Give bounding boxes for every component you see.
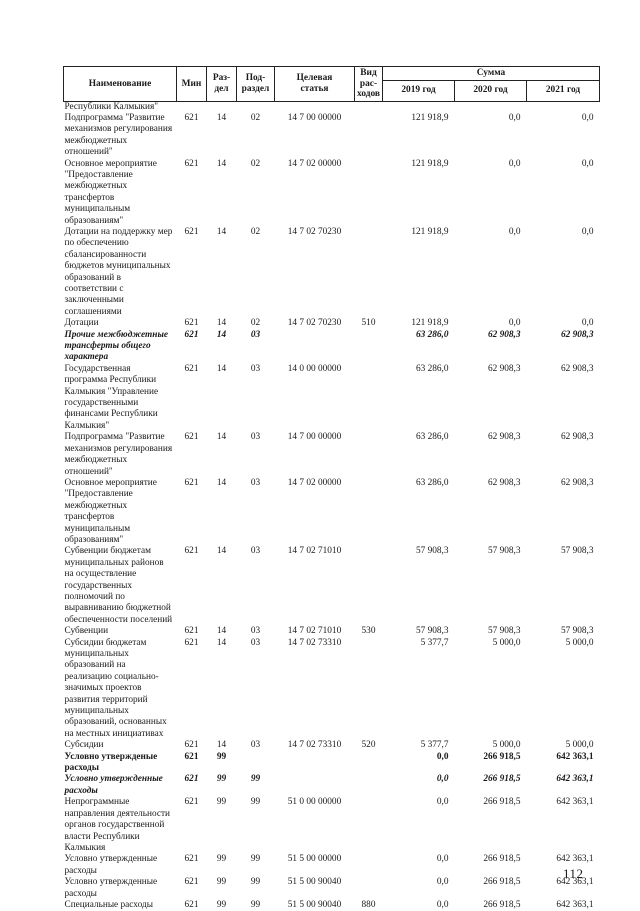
row-razdel-cell: 14 [216,626,227,637]
row-name-cell: Государственная программа Республики Калмыкия "Управление государственными финансами Республики Калмыкия" [64,363,159,431]
row-vid-cell [355,330,383,364]
row-sum-2021-cell: 642 363,1 [556,899,594,910]
row-name-cell: Условно утвержденые расходы [64,751,158,774]
table-row [64,330,600,364]
row-razdel-cell: 99 [216,797,227,808]
table-row [64,740,600,751]
row-vid-cell [355,227,383,318]
row-sum-2021-cell: 642 363,1 [556,877,594,888]
row-cel-cell: 14 7 02 00000 [287,158,342,169]
row-sum-2020-cell: 57 908,3 [487,626,521,637]
row-name-cell: Непрограммные направления деятельности органов государственной власти Республики Калмыкия [64,797,171,853]
row-sum-2019-cell: 0,0 [436,854,449,865]
table-row [64,626,600,637]
table-row [64,877,600,900]
row-min-cell: 621 [184,329,199,340]
row-name-cell: Условно утвержденные расходы [64,774,163,796]
table-row [64,774,600,797]
row-razdel-cell: 14 [216,226,227,237]
row-name-cell: Условно утвержденные расходы [64,854,158,876]
row-sum-2020-cell: 62 908,3 [487,329,521,340]
row-podrazdel-cell: 03 [250,546,261,557]
row-razdel-cell: 99 [216,854,227,865]
row-podrazdel-cell: 99 [250,899,261,910]
row-vid-cell [355,159,383,227]
row-min-cell: 621 [184,877,199,888]
table-row [64,854,600,877]
header-vid: Вид рас- ходов [355,67,383,102]
table-row [64,752,600,775]
row-min-cell: 621 [184,318,199,329]
row-podrazdel-cell: 03 [250,740,261,751]
row-sum-2019-cell: 0,0 [436,774,449,785]
row-vid-cell [355,101,383,113]
row-sum-2019-cell: 63 286,0 [415,363,449,374]
row-name-cell: Подпрограмма "Развитие механизмов регулирования межбюджетных отношений" [64,112,173,158]
page-number: 112 [563,866,584,881]
table-row [64,638,600,741]
row-min-cell: 621 [184,626,199,637]
row-cel-cell [275,101,355,113]
row-vid-cell: 510 [361,318,376,329]
row-podrazdel-cell: 99 [250,854,261,865]
table-row [64,797,600,854]
row-cel-cell: 14 7 00 00000 [287,112,342,123]
row-name-cell: Условно утвержденные расходы [64,877,158,899]
row-cel-cell: 14 7 02 00000 [287,477,342,488]
row-vid-cell [355,546,383,626]
row-razdel-cell: 99 [216,751,227,762]
row-podrazdel-cell: 99 [250,797,261,808]
row-min-cell: 621 [184,751,199,762]
row-min-cell: 621 [184,797,199,808]
row-sum-2021-cell: 57 908,3 [560,626,594,637]
row-name-cell: Дотации [64,318,99,329]
row-sum-2020-cell: 57 908,3 [487,546,521,557]
row-vid-cell: 520 [361,740,376,751]
row-podrazdel-cell: 99 [250,877,261,888]
row-name-cell: Субсидии бюджетам муниципальных образований на реализацию социально-значимых проектов развития территорий муниципальных образований, основанных на местных инициативах [64,637,167,739]
row-sum-2021-cell: 57 908,3 [560,546,594,557]
row-razdel-cell: 14 [216,112,227,123]
row-cel-cell: 51 5 00 90040 [287,899,342,910]
row-sum-2020-cell: 266 918,5 [483,774,521,785]
row-name-cell: Субвенции бюджетам муниципальных районов на осуществление государственных полномочий по выравниванию бюджетной обеспеченности поселений [64,546,173,625]
row-sum-2021-cell: 642 363,1 [556,854,594,865]
row-sum-2019-cell: 0,0 [436,751,449,762]
row-sum-2021-cell: 0,0 [581,318,594,329]
row-vid-cell [355,113,383,159]
row-sum-2021-cell: 62 908,3 [560,363,594,374]
row-name-cell: Подпрограмма "Развитие механизмов регулирования межбюджетных отношений" [64,432,173,477]
row-razdel-cell: 14 [216,432,227,443]
row-podrazdel-cell: 99 [250,774,261,785]
row-sum-2019-cell: 57 908,3 [415,626,449,637]
row-name-cell: Основное мероприятие "Предоставление межбюджетных трансфертов муниципальным образованиям" [64,477,157,545]
row-razdel-cell: 99 [216,899,227,910]
table-row [64,364,600,432]
row-sum-2021-cell: 62 908,3 [560,477,594,488]
row-min-cell: 621 [184,158,199,169]
row-podrazdel-cell [237,752,275,775]
row-sum-2021-cell [527,101,600,113]
row-sum-2019-cell: 0,0 [436,797,449,808]
row-cel-cell: 14 7 02 70230 [287,226,342,237]
row-podrazdel-cell: 02 [250,158,261,169]
row-cel-cell: 14 7 02 71010 [287,546,342,557]
row-min-cell: 621 [184,637,199,648]
row-sum-2020-cell: 5 000,0 [492,740,521,751]
row-sum-2019-cell: 121 918,9 [411,158,449,169]
row-razdel-cell: 14 [216,546,227,557]
row-cel-cell [275,774,355,797]
row-vid-cell [355,774,383,797]
row-sum-2020-cell: 0,0 [508,318,521,329]
row-sum-2021-cell: 5 000,0 [565,740,594,751]
table-row [64,101,600,113]
row-min-cell: 621 [184,740,199,751]
table-row [64,159,600,227]
row-cel-cell: 14 7 02 73310 [287,637,342,648]
row-razdel-cell: 14 [216,363,227,374]
row-razdel-cell: 14 [216,740,227,751]
row-razdel-cell: 99 [216,774,227,785]
row-sum-2019-cell: 5 377,7 [420,637,449,648]
header-summa: Сумма [383,67,600,81]
row-sum-2019-cell: 121 918,9 [411,318,449,329]
row-vid-cell [355,877,383,900]
row-vid-cell [355,364,383,432]
row-min-cell: 621 [184,899,199,910]
row-name-cell: Специальные расходы [64,899,153,910]
row-podrazdel-cell: 03 [250,626,261,637]
row-razdel-cell [207,101,237,113]
row-cel-cell [275,330,355,364]
header-celevaya: Целевая статья [275,67,355,102]
row-cel-cell: 14 7 00 00000 [287,432,342,443]
row-cel-cell: 51 5 00 90040 [287,877,342,888]
row-razdel-cell: 99 [216,877,227,888]
row-name-cell: Дотации на поддержку мер по обеспечению сбалансированности бюджетов муниципальных образований в соответствии с заключенными соглашениями [64,226,173,317]
row-sum-2021-cell: 62 908,3 [560,432,594,443]
table-row [64,227,600,318]
row-podrazdel-cell: 03 [250,432,261,443]
row-podrazdel-cell: 02 [250,226,261,237]
row-sum-2019-cell: 63 286,0 [415,432,449,443]
row-cel-cell: 51 5 00 00000 [287,854,342,865]
row-vid-cell [355,752,383,775]
row-sum-2020-cell: 5 000,0 [492,637,521,648]
row-sum-2019-cell: 57 908,3 [415,546,449,557]
row-min-cell: 621 [184,546,199,557]
header-razdel: Раз- дел [207,67,237,102]
row-vid-cell [355,797,383,854]
row-sum-2019-cell: 63 286,0 [415,477,449,488]
row-podrazdel-cell: 03 [250,329,261,340]
row-podrazdel-cell: 03 [250,637,261,648]
row-name-cell: Прочие межбюджетные трансферты общего характера [64,329,169,363]
row-vid-cell: 530 [361,626,376,637]
header-2020: 2020 год [455,80,527,101]
row-sum-2020-cell: 266 918,5 [483,854,521,865]
row-min-cell: 621 [184,363,199,374]
row-sum-2019-cell: 63 286,0 [415,329,449,340]
row-min-cell: 621 [184,112,199,123]
table-row [64,478,600,546]
row-name-cell: Основное мероприятие "Предоставление межбюджетных трансфертов муниципальным образованиям" [64,158,157,226]
row-podrazdel-cell [237,101,275,113]
row-sum-2021-cell: 642 363,1 [556,797,594,808]
row-min-cell: 621 [184,477,199,488]
row-razdel-cell: 14 [216,477,227,488]
row-name-cell: Субсидии [64,740,104,751]
row-sum-2020-cell: 0,0 [508,158,521,169]
row-razdel-cell: 14 [216,318,227,329]
table-header [64,67,600,102]
table-row [64,432,600,478]
table-row [64,900,600,911]
table-row [64,113,600,159]
row-sum-2019-cell: 121 918,9 [411,226,449,237]
row-vid-cell [355,854,383,877]
row-podrazdel-cell: 03 [250,477,261,488]
row-sum-2020-cell: 266 918,5 [483,751,521,762]
row-vid-cell [355,478,383,546]
row-sum-2020-cell: 62 908,3 [487,432,521,443]
row-podrazdel-cell: 02 [250,112,261,123]
row-cel-cell: 14 7 02 71010 [287,626,342,637]
row-sum-2019-cell: 0,0 [436,877,449,888]
row-sum-2021-cell: 0,0 [581,226,594,237]
row-cel-cell: 14 7 02 73310 [287,740,342,751]
table-row [64,546,600,626]
row-min-cell: 621 [184,854,199,865]
row-sum-2021-cell: 0,0 [581,158,594,169]
row-cel-cell: 14 0 00 00000 [287,363,342,374]
row-sum-2020-cell: 62 908,3 [487,477,521,488]
row-name-cell: Республики Калмыкия" [64,101,159,112]
row-min-cell: 621 [184,432,199,443]
row-name-cell: Субвенции [64,626,109,637]
row-sum-2019-cell [383,101,455,113]
row-razdel-cell: 14 [216,329,227,340]
row-sum-2021-cell: 642 363,1 [556,774,594,785]
row-min-cell [177,101,207,113]
row-podrazdel-cell: 02 [250,318,261,329]
header-name: Наименование [64,67,177,102]
header-min: Мин [177,67,207,102]
row-sum-2020-cell: 266 918,5 [483,797,521,808]
budget-table [63,66,600,911]
row-min-cell: 621 [184,774,199,785]
row-sum-2020-cell: 0,0 [508,226,521,237]
row-min-cell: 621 [184,226,199,237]
row-sum-2019-cell: 0,0 [436,899,449,910]
row-sum-2019-cell: 5 377,7 [420,740,449,751]
table-body [64,101,600,911]
row-sum-2019-cell: 121 918,9 [411,112,449,123]
row-sum-2020-cell: 62 908,3 [487,363,521,374]
row-razdel-cell: 14 [216,637,227,648]
row-vid-cell: 880 [361,899,376,910]
row-podrazdel-cell: 03 [250,363,261,374]
table-row [64,318,600,329]
row-sum-2021-cell: 5 000,0 [565,637,594,648]
row-razdel-cell: 14 [216,158,227,169]
row-vid-cell [355,432,383,478]
row-sum-2020-cell: 0,0 [508,112,521,123]
row-sum-2020-cell: 266 918,5 [483,899,521,910]
header-podrazdel: Под- раздел [237,67,275,102]
row-cel-cell [275,752,355,775]
row-sum-2021-cell: 642 363,1 [556,751,594,762]
row-sum-2020-cell [455,101,527,113]
row-vid-cell [355,638,383,741]
row-cel-cell: 14 7 02 70230 [287,318,342,329]
header-2019: 2019 год [383,80,455,101]
header-2021: 2021 год [527,80,600,101]
row-sum-2021-cell: 0,0 [581,112,594,123]
row-sum-2020-cell: 266 918,5 [483,877,521,888]
row-cel-cell: 51 0 00 00000 [287,797,342,808]
row-sum-2021-cell: 62 908,3 [560,329,594,340]
